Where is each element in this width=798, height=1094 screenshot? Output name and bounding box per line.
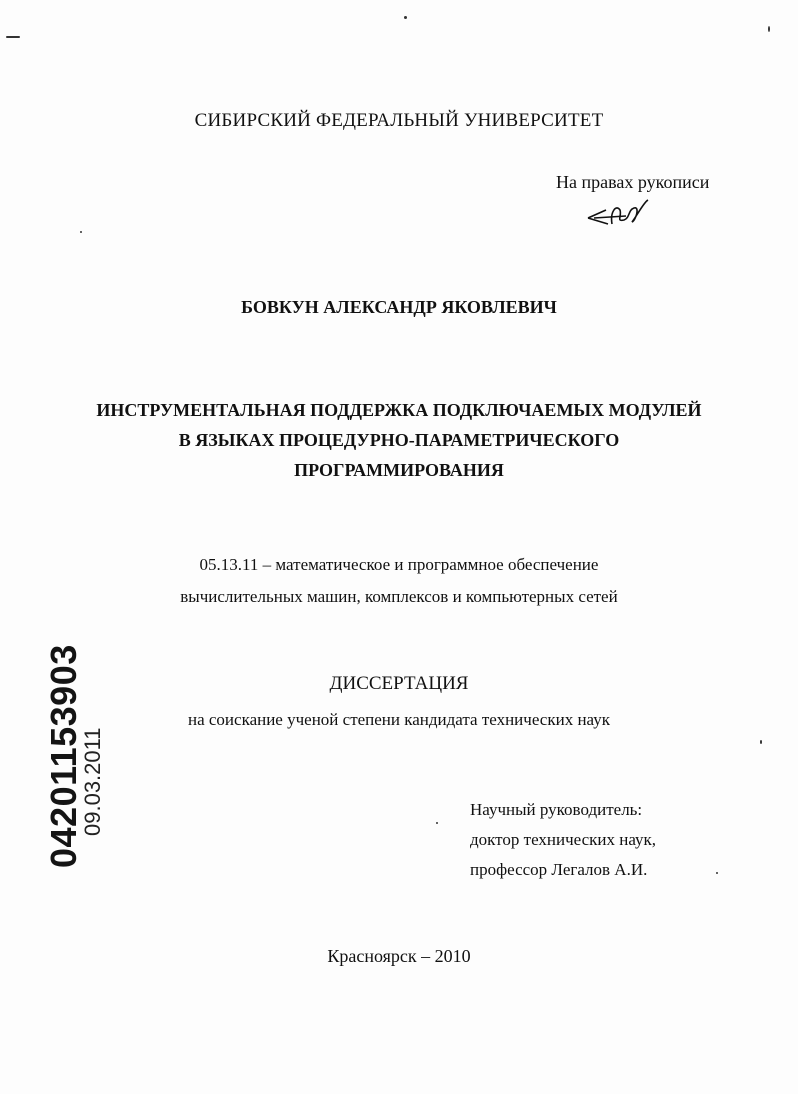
dissertation-label: ДИССЕРТАЦИЯ xyxy=(329,673,469,694)
title-line: ПРОГРАММИРОВАНИЯ xyxy=(294,460,504,480)
signature-mark xyxy=(586,196,656,236)
advisor-line: доктор технических наук, xyxy=(470,830,657,849)
scan-speck xyxy=(768,26,770,32)
manuscript-note: На правах рукописи xyxy=(556,172,710,192)
library-stamp-code: 04201153903 xyxy=(43,644,84,868)
author-name: БОВКУН АЛЕКСАНДР ЯКОВЛЕВИЧ xyxy=(241,297,557,317)
scan-speck xyxy=(760,740,762,744)
scan-speck xyxy=(716,872,718,874)
university-name: СИБИРСКИЙ ФЕДЕРАЛЬНЫЙ УНИВЕРСИТЕТ xyxy=(194,110,604,131)
title-line: ИНСТРУМЕНТАЛЬНАЯ ПОДДЕРЖКА ПОДКЛЮЧАЕМЫХ МОДУЛЕЙ xyxy=(96,400,702,420)
specialty-line: 05.13.11 – математическое и программное обеспечение xyxy=(199,555,599,574)
title-line: В ЯЗЫКАХ ПРОЦЕДУРНО-ПАРАМЕТРИЧЕСКОГО xyxy=(178,430,620,450)
library-stamp-date: 09.03.2011 xyxy=(80,727,105,836)
advisor-line: Научный руководитель: xyxy=(470,800,643,819)
scan-speck xyxy=(404,16,407,19)
degree-line: на соискание ученой степени кандидата технических наук xyxy=(187,710,610,729)
scan-speck xyxy=(6,36,20,38)
scan-speck xyxy=(436,822,438,824)
scan-speck xyxy=(80,231,82,233)
city-year: Красноярск – 2010 xyxy=(327,946,471,966)
advisor-line: профессор Легалов А.И. xyxy=(470,860,648,879)
specialty-line: вычислительных машин, комплексов и компьютерных сетей xyxy=(180,587,618,606)
